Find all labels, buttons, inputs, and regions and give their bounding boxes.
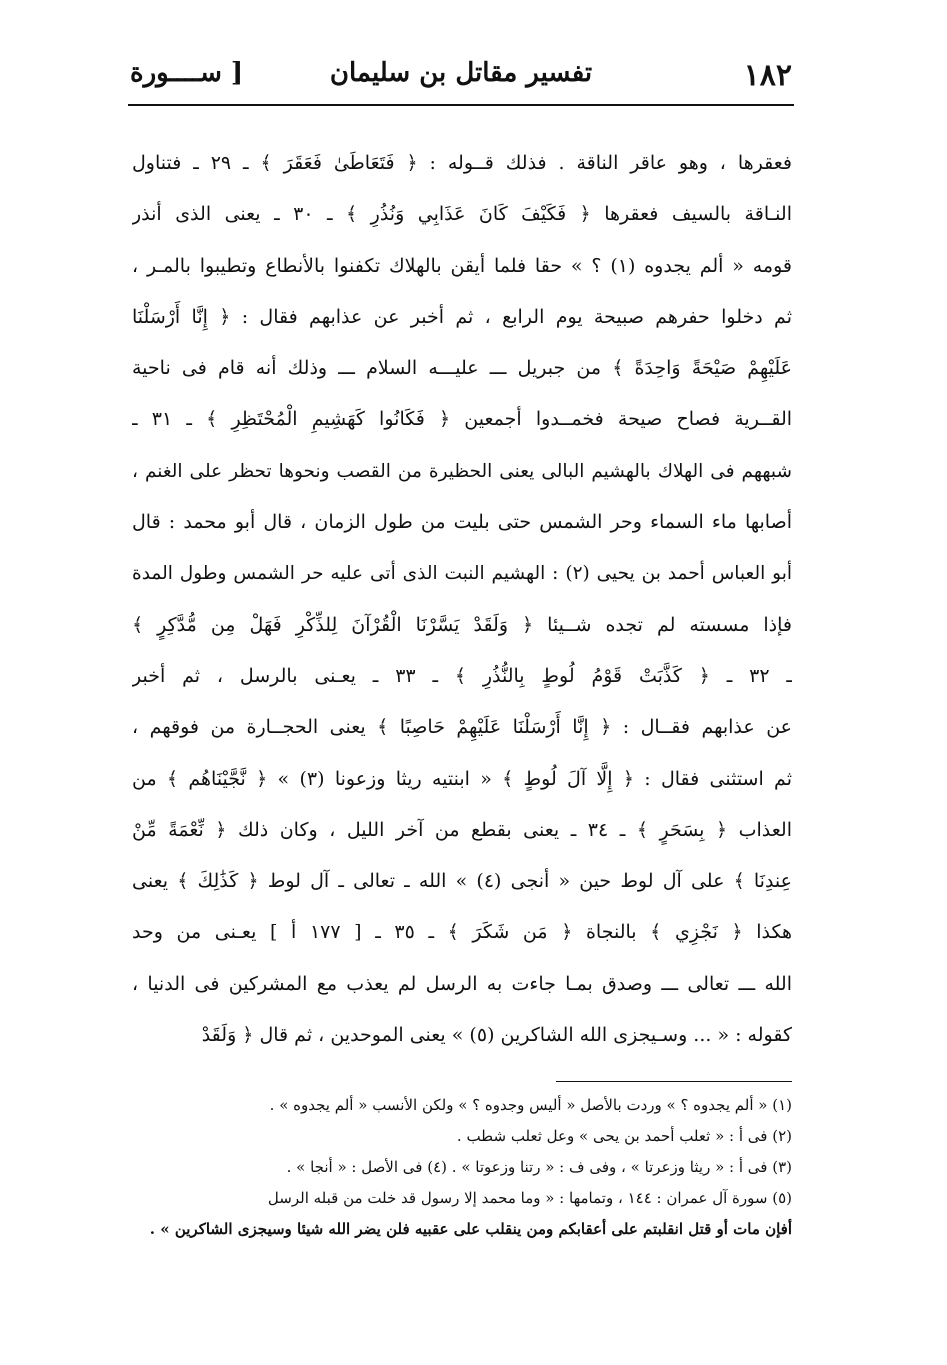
text-line: ثم استثنى فقال : ﴿ إِلَّا آلَ لُوطٍ ﴾ « ابنتيه ريثا وزعونا (٣) » ﴿ نَّجَّيْنَاهُم ﴾ من [132,767,792,790]
text-line: عن عذابهم فقــال : ﴿ إِنَّا أَرْسَلْنَا عَلَيْهِمْ حَاصِبًا ﴾ يعنى الحجــارة من فوقهم ، [132,716,792,739]
footnote-1: (١) « ألم يجدوه ؟ » وردت بالأصل « أليس وجدوه ؟ » ولكن الأنسب « ألم يجدوه » . [269,1096,792,1114]
text-line: شبههم فى الهلاك بالهشيم البالى يعنى الحظيرة من القصب ونحوها تحظر على الغنم ، [132,460,792,482]
footnote-5: (٥) سورة آل عمران : ١٤٤ ، وتمامها : « وما محمد إلا رسول قد خلت من قبله الرسل [267,1189,792,1207]
footnote-2: (٢) فى أ : « ثعلب أحمد بن يحى » وعل ثعلب شطب . [456,1127,792,1145]
footnotes [132,1090,792,1245]
text-line: عَلَيْهِمْ صَيْحَةً وَاحِدَةً ﴾ من جبريل ـــ عليـــه السلام ـــ وذلك أنه قام فى ناحية [132,357,792,380]
text-line: العذاب ﴿ بِسَحَرٍ ﴾ ـ ٣٤ ـ يعنى بقطع من آخر الليل ، وكان ذلك ﴿ نِّعْمَةً مِّنْ [132,818,792,841]
text-line: كقوله : « ... وسـيجزى الله الشاكرين (٥) » يعنى الموحدين ، ثم قال ﴿ وَلَقَدْ [201,1024,792,1047]
text-line: أصابها ماء السماء وحر الشمس حتى بليت من طول الزمان ، قال أبو محمد : قال [132,511,792,534]
text-line: فإذا مسسته لم تجده شــيئا ﴿ وَلَقَدْ يَسَّرْنَا الْقُرْآنَ لِلذِّكْرِ فَهَلْ مِن مُّدَّكِرٍ ﴾ [132,613,792,636]
footnote-3-4: (٣) فى أ : « ريثا وزعرتا » ، وفى ف : « رتنا وزعوتا » . (٤) فى الأصل : « أنجا » . [286,1158,792,1176]
text-line: الله ـــ تعالى ـــ وصدق بمـا جاءت به الرسل لم يعذب مع المشركين فى الدنيا ، [132,972,792,995]
commentary-text [132,138,792,1061]
text-line: القــرية فصاح صيحة فخمــدوا أجمعين ﴿ فَكَانُوا كَهَشِيمِ الْمُحْتَظِرِ ﴾ ـ ٣١ ـ [132,408,792,431]
text-line: النـاقة بالسيف فعقرها ﴿ فَكَيْفَ كَانَ عَذَابِي وَنُذُرِ ﴾ ـ ٣٠ ـ يعنى الذى أنذر [132,203,792,226]
footnote-5-continued: أفإن مات أو قتل انقلبتم على أعقابكم ومن ينقلب على عقبيه فلن يضر الله شيئا وسيجزى الشاكرين » . [149,1220,792,1238]
header-rule [128,104,794,106]
text-line: أبو العباس أحمد بن يحيى (٢) : الهشيم النبت الذى أتى عليه حر الشمس وطول المدة [132,563,792,585]
page-header [130,52,792,104]
text-line: عِندِنَا ﴾ على آل لوط حين « أنجى (٤) » الله ـ تعالى ـ آل لوط ﴿ كَذَٰلِكَ ﴾ يعنى [132,870,792,893]
page-number: ١٨٢ [743,58,792,93]
text-line: ثم دخلوا حفرهم صبيحة يوم الرابع ، ثم أخبر عن عذابهم فقال : ﴿ إِنَّا أَرْسَلْنَا [132,305,792,328]
surah-label: [ ســــورة [130,58,244,88]
text-line: فعقرها ، وهو عاقر الناقة . فذلك قــوله : ﴿ فَتَعَاطَىٰ فَعَقَرَ ﴾ ـ ٢٩ ـ فتناول [132,152,792,174]
text-line: ـ ٣٢ ـ ﴿ كَذَّبَتْ قَوْمُ لُوطٍ بِالنُّذُرِ ﴾ ـ ٣٣ ـ يعـنى بالرسل ، ثم أخبر [132,664,792,687]
text-line: هكذا ﴿ نَجْزِي ﴾ بالنجاة ﴿ مَن شَكَرَ ﴾ ـ ٣٥ ـ [ ١٧٧ أ ] يعـنى من وحد [132,921,792,944]
text-line: قومه « ألم يجدوه (١) ؟ » حقا فلما أيقن بالهلاك تكفنوا بالأنطاع وتطيبوا بالمـر ، [132,254,792,277]
running-title: تفسير مقاتل بن سليمان [329,58,593,88]
footnote-separator [556,1081,792,1082]
